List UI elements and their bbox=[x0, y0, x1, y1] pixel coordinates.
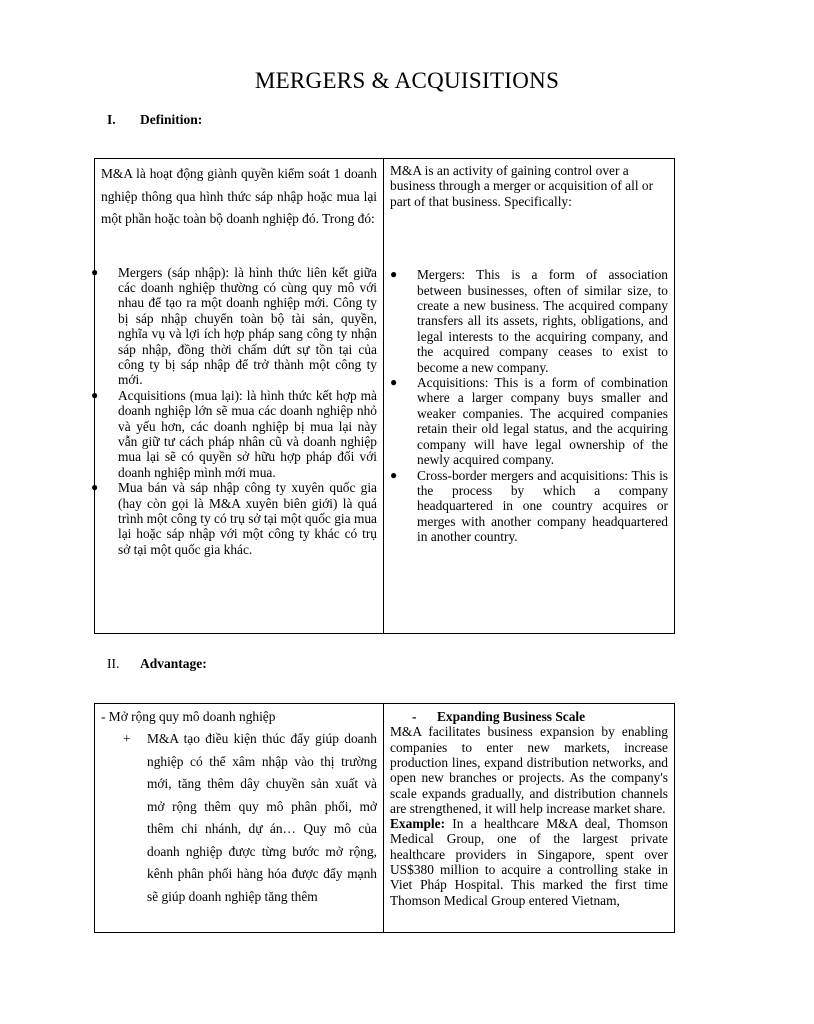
section-number: I. bbox=[107, 112, 116, 127]
list-item-text: Cross-border mergers and acquisitions: This is the process by which a company headquartered in one country acquires or merges with another company headquartered in another country. bbox=[417, 467, 668, 545]
list-item-text: Mergers (sáp nhập): là hình thức liên kết giữa các doanh nghiệp thường có cùng quy mô với nhau để tạo ra một doanh nghiệp mới. Công ty bị sáp nhập chuyển toàn bộ tài sản, quyền, nghĩa vụ và lợi ích hợp pháp sang công ty nhận sáp nhập, đồng thời chấm dứt sự tồn tại của công ty bị sáp nhập để trở thành một công ty mới. bbox=[118, 264, 377, 388]
definition-table bbox=[91, 158, 675, 634]
advantage-body-en: M&A facilitates business expansion by enabling companies to enter new markets, increase production lines, expand distribution networks, and open new branches or projects. As the company's scale expands gradually, and distribution channels are strengthened, it will help increase market share. bbox=[390, 724, 668, 816]
definition-intro-en: M&A is an activity of gaining control over a business through a merger or acquisition of all or part of that business. Specifically: bbox=[390, 163, 654, 209]
list-item bbox=[91, 387, 377, 480]
bullet-icon: ● bbox=[91, 387, 99, 402]
list-item bbox=[390, 375, 668, 468]
bullet-icon: ● bbox=[91, 480, 99, 495]
document-title: MERGERS & ACQUISITIONS bbox=[254, 68, 560, 93]
dash-marker: - bbox=[412, 709, 417, 724]
bullet-icon: ● bbox=[390, 467, 398, 482]
definition-list-en bbox=[390, 267, 668, 545]
list-item bbox=[390, 467, 668, 545]
bullet-icon: ● bbox=[390, 375, 398, 390]
section-label: Advantage: bbox=[140, 656, 207, 671]
section-label: Definition: bbox=[140, 112, 203, 127]
advantage-heading-vi: - Mở rộng quy mô doanh nghiệp bbox=[101, 709, 276, 724]
example-label: Example: bbox=[390, 816, 446, 832]
advantage-vietnamese-cell bbox=[95, 704, 384, 932]
list-item bbox=[390, 267, 668, 375]
section-advantage-heading bbox=[107, 656, 207, 672]
definition-intro-vi: M&A là hoạt động giành quyền kiểm soát 1 doanh nghiệp thông qua hình thức sáp nhập hoặc mua lại một phần hoặc toàn bộ doanh nghiệp đó. Trong đó: bbox=[101, 166, 377, 226]
list-item-text: Mua bán và sáp nhập công ty xuyên quốc gia (hay còn gọi là M&A xuyên biên giới) là quá trình một công ty có trụ sở tại một quốc gia mua lại hoặc sáp nhập với một công ty khác có trụ sở tại một quốc gia khác. bbox=[118, 480, 377, 557]
definition-list-vi bbox=[91, 264, 377, 558]
section-number: II. bbox=[107, 656, 120, 671]
list-item-text: Mergers: This is a form of association between businesses, often of similar size, to create a new business. The acquired company transfers all its assets, rights, obligations, and legal interests to the acquiring company, and the acquired company ceases to exist to become a new company. bbox=[417, 267, 668, 375]
advantage-subitem-vi bbox=[101, 728, 377, 908]
advantage-table bbox=[94, 703, 675, 933]
advantage-heading-en bbox=[390, 709, 668, 724]
list-item-text: Acquisitions: This is a form of combination where a larger company buys smaller and weaker companies. The acquired companies retain their old legal status, and the acquiring company will have legal ownership of the newly acquired company. bbox=[417, 375, 668, 468]
bullet-icon: ● bbox=[91, 264, 99, 279]
advantage-subitem-text: M&A tạo điều kiện thúc đẩy giúp doanh nghiệp có thể xâm nhập vào thị trường mới, tăng thêm dây chuyền sản xuất và mở rộng thêm quy mô phân phối, mở thêm chi nhánh, dự án… Quy mô của doanh nghiệp được từng bước mở rộng, kênh phân phối hàng hóa được đẩy mạnh sẽ giúp doanh nghiệp tăng thêm bbox=[147, 731, 377, 904]
list-item bbox=[91, 480, 377, 557]
advantage-heading-text: Expanding Business Scale bbox=[437, 709, 586, 724]
advantage-example bbox=[390, 816, 668, 908]
example-text: In a healthcare M&A deal, Thomson Medical Group, one of the largest private healthcare providers in Singapore, spent over US$380 million to acquire a controlling stake in Viet Pháp Hospital. This marked the first time Thomson Medical Group entered Vietnam, bbox=[390, 816, 668, 908]
plus-marker: + bbox=[123, 731, 131, 747]
list-item bbox=[91, 264, 377, 388]
bullet-icon: ● bbox=[390, 267, 398, 282]
definition-vietnamese-cell bbox=[91, 159, 384, 633]
list-item-text: Acquisitions (mua lại): là hình thức kết hợp mà doanh nghiệp lớn sẽ mua các doanh nghiệp nhỏ và yếu hơn, các doanh nghiệp bị mua lại này vẫn giữ tư cách pháp nhân cũ và doanh nghiệp mua lại sẽ có quyền sở hữu hợp pháp đối với doanh nghiệp mình mới mua. bbox=[118, 387, 377, 480]
advantage-english-cell bbox=[384, 704, 674, 932]
definition-english-cell bbox=[384, 159, 674, 633]
section-definition-heading bbox=[107, 112, 202, 128]
